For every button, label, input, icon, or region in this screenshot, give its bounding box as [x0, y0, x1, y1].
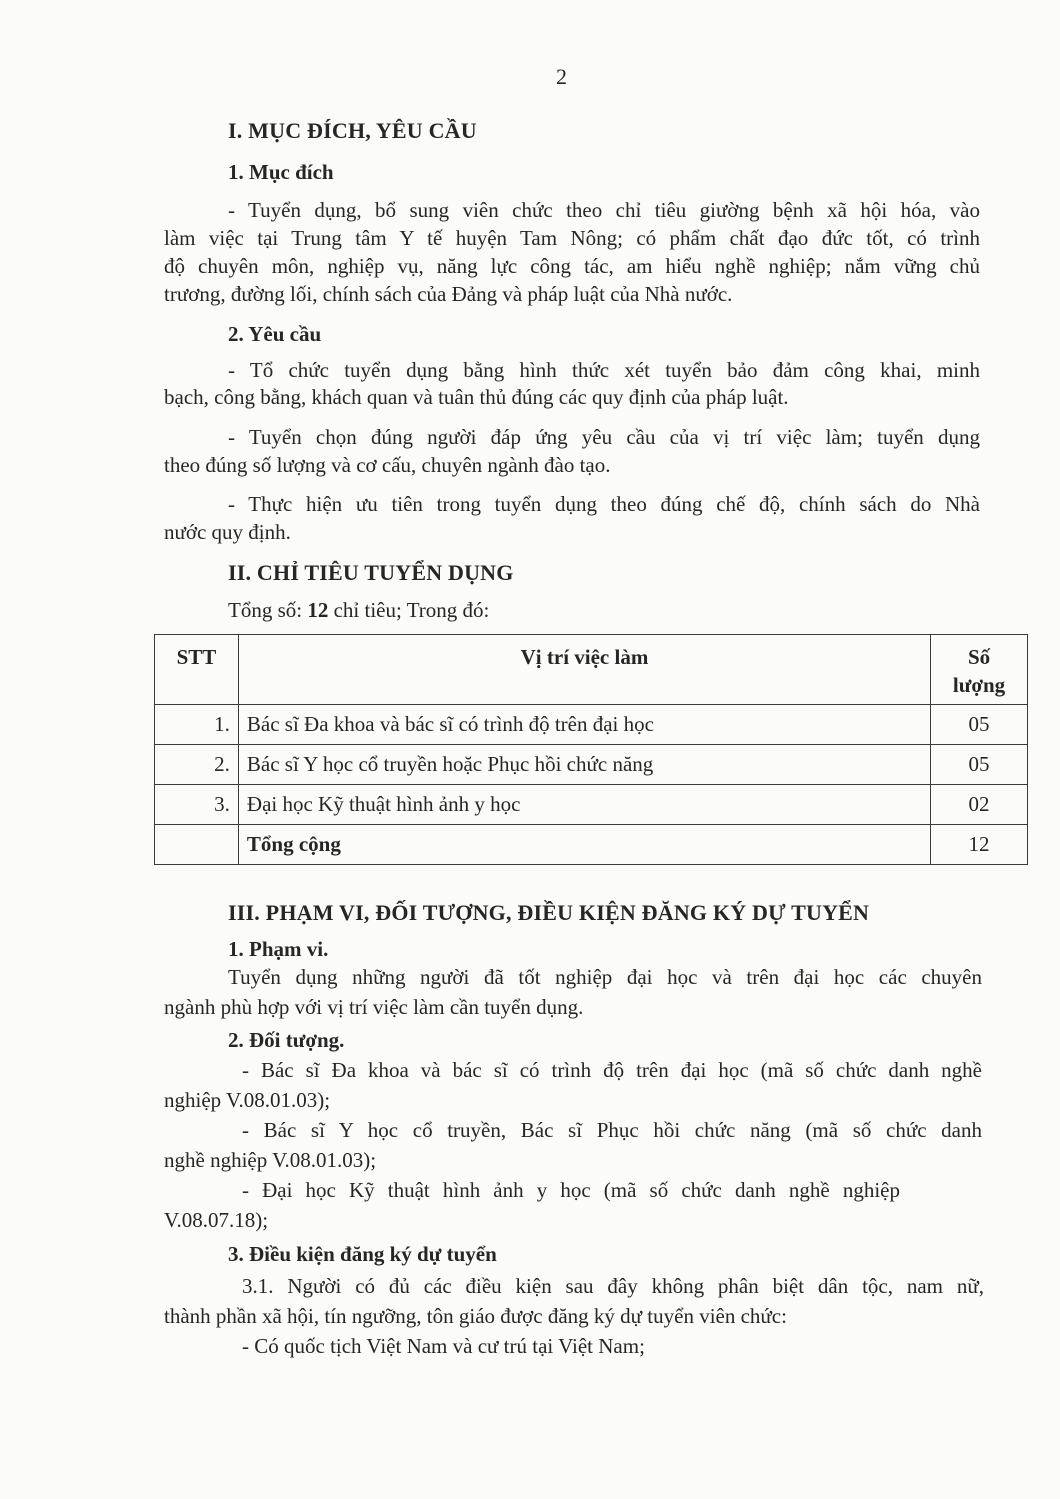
- section-3-2-title: 2. Đối tượng.: [228, 1028, 345, 1052]
- section-3-title: III. PHẠM VI, ĐỐI TƯỢNG, ĐIỀU KIỆN ĐĂNG KÝ DỰ TUYỂN: [228, 900, 870, 925]
- paragraph-line: độ chuyên môn, nghiệp vụ, năng lực công tác, am hiểu nghề nghiệp; nắm vững chủ: [164, 254, 980, 278]
- table-row: [155, 705, 1028, 745]
- row-position: Đại học Kỹ thuật hình ảnh y học: [238, 785, 930, 825]
- section-2-title: II. CHỈ TIÊU TUYỂN DỤNG: [228, 560, 514, 585]
- row-position: Bác sĩ Đa khoa và bác sĩ có trình độ trên đại học: [238, 705, 930, 745]
- quota-table: [154, 634, 1028, 865]
- header-position: Vị trí việc làm: [238, 635, 930, 705]
- paragraph-line: V.08.07.18);: [164, 1208, 269, 1232]
- total-stt-empty: [155, 825, 239, 865]
- paragraph-line: 3.1. Người có đủ các điều kiện sau đây không phân biệt dân tộc, nam nữ,: [242, 1274, 984, 1298]
- paragraph-line: - Tuyển chọn đúng người đáp ứng yêu cầu của vị trí việc làm; tuyển dụng: [228, 425, 980, 449]
- row-stt: 2.: [155, 745, 239, 785]
- total-quantity: 12: [931, 825, 1028, 865]
- paragraph-line: Tuyển dụng những người đã tốt nghiệp đại học và trên đại học các chuyên: [228, 965, 982, 989]
- page-number: 2: [556, 64, 567, 89]
- table-row: [155, 745, 1028, 785]
- section-1-2-title: 2. Yêu cầu: [228, 322, 322, 346]
- section-3-3-title: 3. Điều kiện đăng ký dự tuyển: [228, 1242, 497, 1266]
- paragraph-line: thành phần xã hội, tín ngưỡng, tôn giáo được đăng ký dự tuyển viên chức:: [164, 1304, 787, 1328]
- row-position: Bác sĩ Y học cổ truyền hoặc Phục hồi chức năng: [238, 745, 930, 785]
- row-quantity: 05: [931, 705, 1028, 745]
- paragraph-line: - Đại học Kỹ thuật hình ảnh y học (mã số chức danh nghề nghiệp: [242, 1178, 900, 1202]
- section-1-1-title: 1. Mục đích: [228, 160, 334, 184]
- table-total-row: [155, 825, 1028, 865]
- paragraph-line: - Thực hiện ưu tiên trong tuyển dụng theo đúng chế độ, chính sách do Nhà: [228, 492, 980, 516]
- table-row: [155, 785, 1028, 825]
- paragraph-line: nghề nghiệp V.08.01.03);: [164, 1148, 377, 1172]
- table-header-row: [155, 635, 1028, 705]
- row-stt: 3.: [155, 785, 239, 825]
- paragraph-line: - Tổ chức tuyển dụng bằng hình thức xét tuyển bảo đảm công khai, minh: [228, 358, 980, 382]
- paragraph-line: theo đúng số lượng và cơ cấu, chuyên ngành đào tạo.: [164, 453, 611, 477]
- total-label: Tổng cộng: [238, 825, 930, 865]
- row-quantity: 05: [931, 745, 1028, 785]
- paragraph-line: - Bác sĩ Đa khoa và bác sĩ có trình độ trên đại học (mã số chức danh nghề: [242, 1058, 982, 1082]
- paragraph-line: bạch, công bằng, khách quan và tuân thủ đúng các quy định của pháp luật.: [164, 385, 789, 409]
- section-3-1-title: 1. Phạm vi.: [228, 937, 329, 961]
- paragraph-line: - Bác sĩ Y học cổ truyền, Bác sĩ Phục hồi chức năng (mã số chức danh: [242, 1118, 982, 1142]
- row-stt: 1.: [155, 705, 239, 745]
- paragraph-line: làm việc tại Trung tâm Y tế huyện Tam Nông; có phẩm chất đạo đức tốt, có trình: [164, 226, 980, 250]
- paragraph-line: nước quy định.: [164, 520, 291, 544]
- header-stt: STT: [155, 635, 239, 705]
- section-1-title: I. MỤC ĐÍCH, YÊU CẦU: [228, 118, 477, 143]
- row-quantity: 02: [931, 785, 1028, 825]
- paragraph-line: - Có quốc tịch Việt Nam và cư trú tại Việt Nam;: [242, 1334, 645, 1358]
- paragraph-line: ngành phù hợp với vị trí việc làm cần tuyển dụng.: [164, 995, 584, 1019]
- header-quantity: Số lượng: [931, 635, 1028, 705]
- paragraph-line: - Tuyển dụng, bổ sung viên chức theo chỉ tiêu giường bệnh xã hội hóa, vào: [228, 198, 980, 222]
- paragraph-line: nghiệp V.08.01.03);: [164, 1088, 331, 1112]
- quota-summary: Tổng số: 12 chỉ tiêu; Trong đó:: [228, 598, 490, 622]
- paragraph-line: trương, đường lối, chính sách của Đảng và pháp luật của Nhà nước.: [164, 282, 733, 306]
